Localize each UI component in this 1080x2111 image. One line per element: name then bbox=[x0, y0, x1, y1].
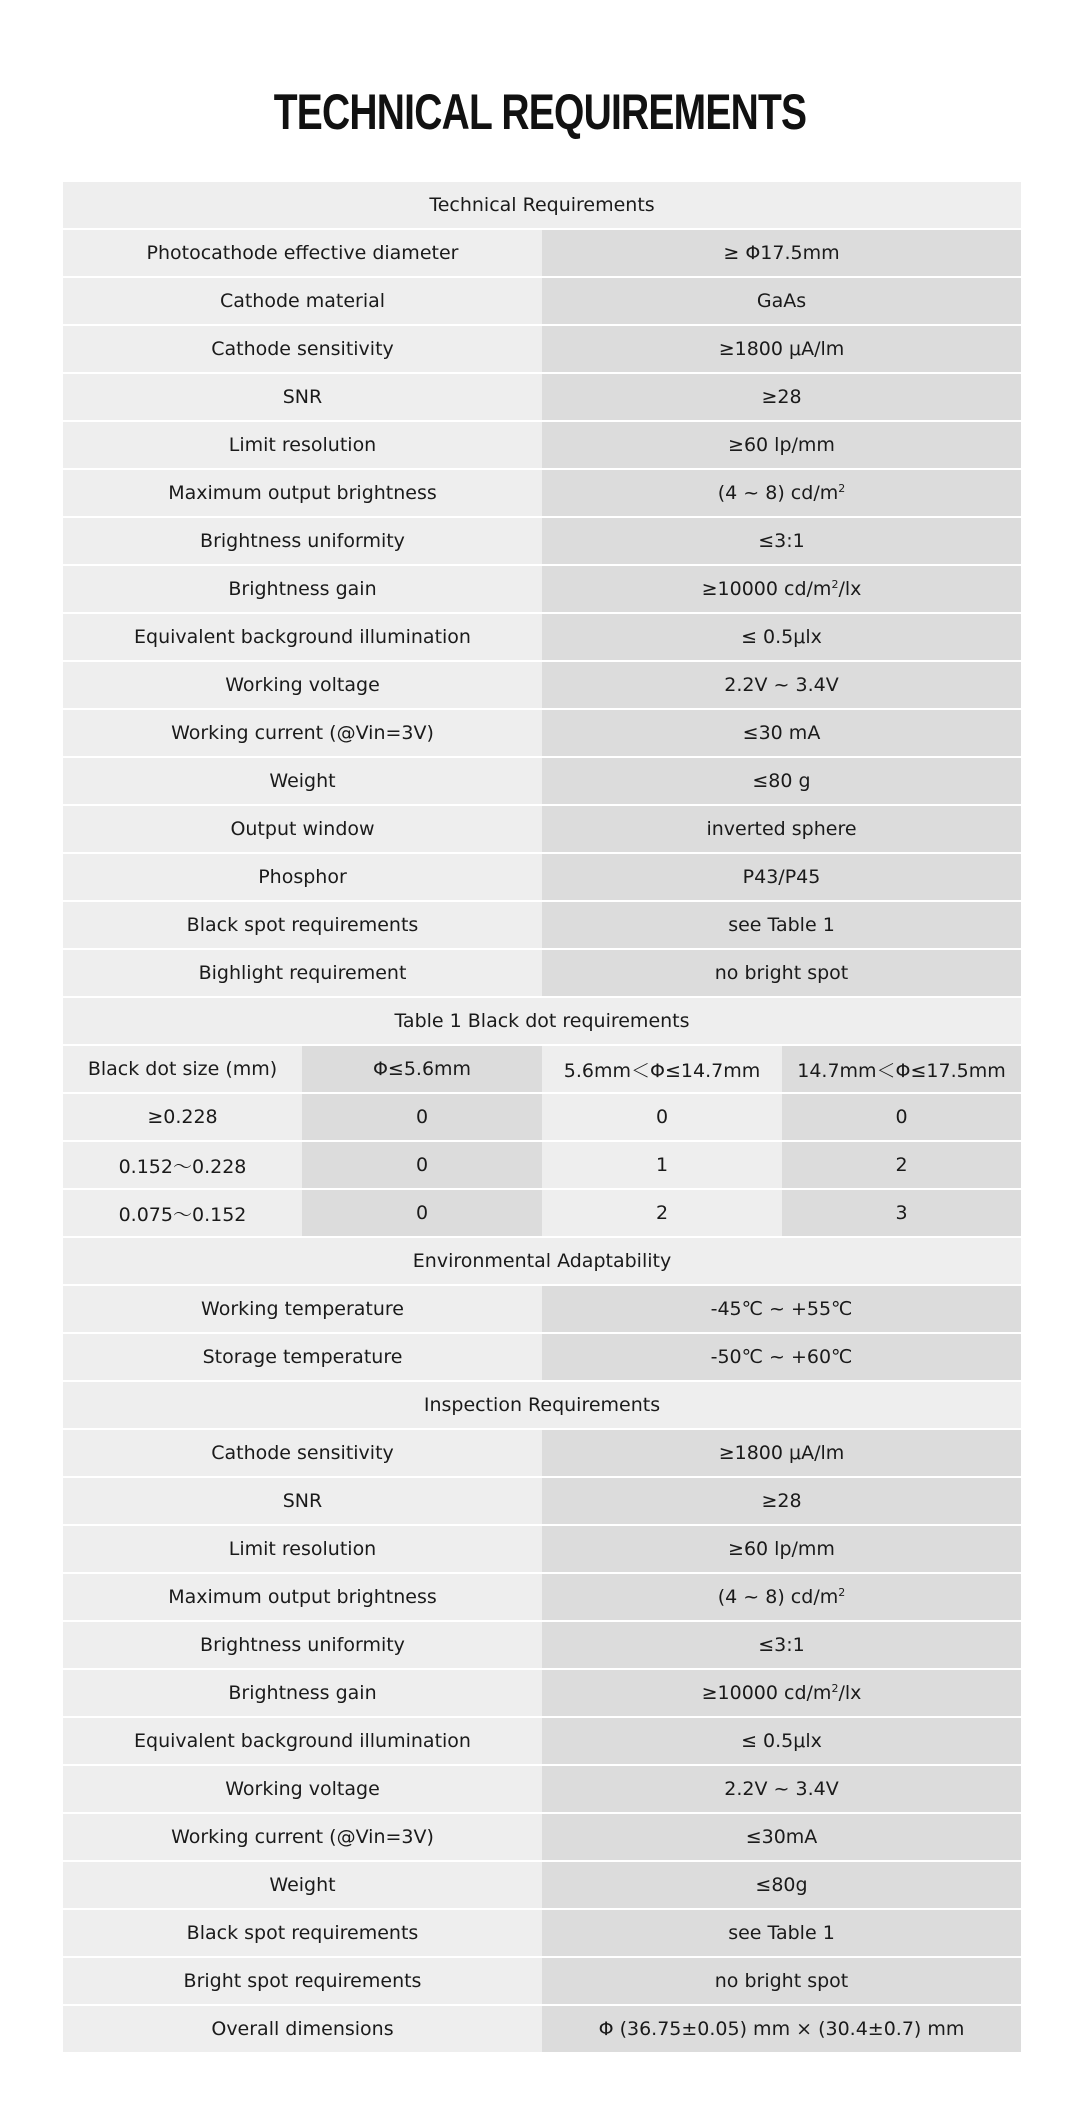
cell-text: Bighlight requirement bbox=[198, 962, 407, 984]
table-row bbox=[63, 1429, 1021, 1477]
cell-text: Working voltage bbox=[225, 1778, 380, 1800]
dot-size-cell: 0.075～0.152 bbox=[63, 1189, 302, 1237]
superscript: 2 bbox=[838, 482, 846, 495]
cell-text: ≥1800 μA/lm bbox=[718, 1442, 845, 1464]
table-row bbox=[63, 709, 1021, 757]
section-heading: Inspection Requirements bbox=[63, 1381, 1021, 1429]
cell-text: Maximum output brightness bbox=[168, 482, 437, 504]
row-label bbox=[63, 613, 542, 661]
cell-text: (4 ~ 8) cd/m bbox=[717, 1586, 839, 1608]
table-row bbox=[63, 517, 1021, 565]
cell-text: Bright spot requirements bbox=[183, 1970, 422, 1992]
table-row bbox=[63, 469, 1021, 517]
row-value bbox=[542, 709, 1021, 757]
row-value bbox=[542, 853, 1021, 901]
cell-text: Maximum output brightness bbox=[168, 1586, 437, 1608]
table-row bbox=[63, 1909, 1021, 1957]
row-value bbox=[542, 325, 1021, 373]
section-heading: Table 1 Black dot requirements bbox=[63, 997, 1021, 1045]
table-row bbox=[63, 1861, 1021, 1909]
table-row bbox=[63, 1621, 1021, 1669]
black-dot-heading-row bbox=[63, 997, 1021, 1045]
cell-text: ≤30mA bbox=[745, 1826, 818, 1848]
row-value bbox=[542, 1573, 1021, 1621]
row-value bbox=[542, 1765, 1021, 1813]
table-row bbox=[63, 1573, 1021, 1621]
dot-size-cell: Black dot size (mm) bbox=[63, 1045, 302, 1093]
black-dot-header-row bbox=[63, 1045, 1021, 1093]
cell-text: Black spot requirements bbox=[186, 914, 419, 936]
spec-table-body bbox=[63, 182, 1021, 2053]
table-row bbox=[63, 661, 1021, 709]
cell-text: Equivalent background illumination bbox=[134, 626, 471, 648]
row-value bbox=[542, 661, 1021, 709]
cell-text: Storage temperature bbox=[202, 1346, 403, 1368]
row-label bbox=[63, 661, 542, 709]
row-value bbox=[542, 1525, 1021, 1573]
row-label bbox=[63, 853, 542, 901]
table-row bbox=[63, 949, 1021, 997]
row-value bbox=[542, 1909, 1021, 1957]
cell-text: Brightness uniformity bbox=[200, 530, 405, 552]
dot-count-cell: 0 bbox=[302, 1093, 542, 1141]
inspection-heading-row bbox=[63, 1381, 1021, 1429]
row-label bbox=[63, 1477, 542, 1525]
row-label bbox=[63, 709, 542, 757]
row-label bbox=[63, 1573, 542, 1621]
cell-text: ≥ Φ17.5mm bbox=[723, 242, 840, 264]
cell-text: Equivalent background illumination bbox=[134, 1730, 471, 1752]
superscript: 2 bbox=[831, 1682, 839, 1695]
superscript: 2 bbox=[838, 1586, 846, 1599]
table-row bbox=[63, 421, 1021, 469]
cell-text-suffix: /lx bbox=[838, 1682, 862, 1704]
row-label bbox=[63, 1621, 542, 1669]
table-row bbox=[63, 1285, 1021, 1333]
row-label bbox=[63, 517, 542, 565]
cell-text: ≥60 lp/mm bbox=[728, 434, 835, 456]
dot-size-cell: 0.152～0.228 bbox=[63, 1141, 302, 1189]
cell-text: ≤30 mA bbox=[742, 722, 821, 744]
dot-count-cell: 2 bbox=[542, 1189, 782, 1237]
cell-text: ≤3:1 bbox=[758, 1634, 805, 1656]
cell-text: Limit resolution bbox=[228, 1538, 377, 1560]
row-value bbox=[542, 517, 1021, 565]
row-value bbox=[542, 565, 1021, 613]
row-value bbox=[542, 757, 1021, 805]
cell-text: -45℃ ~ +55℃ bbox=[710, 1298, 853, 1320]
row-label bbox=[63, 1525, 542, 1573]
row-value bbox=[542, 1717, 1021, 1765]
cell-text: Working temperature bbox=[201, 1298, 404, 1320]
cell-text: Weight bbox=[269, 1874, 336, 1896]
black-dot-row bbox=[63, 1093, 1021, 1141]
dot-count-cell: 3 bbox=[782, 1189, 1021, 1237]
row-label bbox=[63, 1717, 542, 1765]
cell-text: see Table 1 bbox=[728, 914, 835, 936]
cell-text: Photocathode effective diameter bbox=[146, 242, 459, 264]
dot-count-cell: 1 bbox=[542, 1141, 782, 1189]
table-row bbox=[63, 373, 1021, 421]
cell-text: Working current (@Vin=3V) bbox=[171, 1826, 434, 1848]
cell-text: GaAs bbox=[756, 290, 807, 312]
row-label bbox=[63, 805, 542, 853]
dot-count-cell: 5.6mm＜Φ≤14.7mm bbox=[542, 1045, 782, 1093]
row-label bbox=[63, 469, 542, 517]
cell-text: inverted sphere bbox=[706, 818, 857, 840]
cell-text: -50℃ ~ +60℃ bbox=[710, 1346, 853, 1368]
row-value bbox=[542, 277, 1021, 325]
cell-text: Brightness gain bbox=[228, 578, 377, 600]
table-row bbox=[63, 805, 1021, 853]
cell-text: Φ (36.75±0.05) mm × (30.4±0.7) mm bbox=[598, 2018, 965, 2040]
row-label bbox=[63, 1333, 542, 1381]
row-label bbox=[63, 757, 542, 805]
table-row bbox=[63, 277, 1021, 325]
cell-text: see Table 1 bbox=[728, 1922, 835, 1944]
row-label bbox=[63, 1861, 542, 1909]
cell-text: (4 ~ 8) cd/m bbox=[717, 482, 839, 504]
cell-text: Cathode sensitivity bbox=[211, 338, 394, 360]
row-label bbox=[63, 1813, 542, 1861]
section-heading: Technical Requirements bbox=[63, 182, 1021, 229]
table-row bbox=[63, 325, 1021, 373]
row-value bbox=[542, 229, 1021, 277]
cell-text: ≤80 g bbox=[752, 770, 811, 792]
cell-text: ≥60 lp/mm bbox=[728, 1538, 835, 1560]
table-row bbox=[63, 1957, 1021, 2005]
row-value bbox=[542, 1285, 1021, 1333]
row-label bbox=[63, 1285, 542, 1333]
row-label bbox=[63, 1669, 542, 1717]
dot-count-cell: 2 bbox=[782, 1141, 1021, 1189]
cell-text: no bright spot bbox=[714, 962, 849, 984]
cell-text: SNR bbox=[282, 386, 323, 408]
cell-text: Working current (@Vin=3V) bbox=[171, 722, 434, 744]
cell-text: SNR bbox=[282, 1490, 323, 1512]
black-dot-row bbox=[63, 1141, 1021, 1189]
row-value bbox=[542, 1813, 1021, 1861]
row-label bbox=[63, 1957, 542, 2005]
cell-text: Brightness gain bbox=[228, 1682, 377, 1704]
table-row bbox=[63, 613, 1021, 661]
cell-text: Brightness uniformity bbox=[200, 1634, 405, 1656]
row-label bbox=[63, 1909, 542, 1957]
row-label bbox=[63, 229, 542, 277]
row-label bbox=[63, 421, 542, 469]
dot-count-cell: 0 bbox=[782, 1093, 1021, 1141]
cell-text: Cathode sensitivity bbox=[211, 1442, 394, 1464]
row-label bbox=[63, 2005, 542, 2053]
cell-text: Output window bbox=[230, 818, 375, 840]
dot-size-cell: ≥0.228 bbox=[63, 1093, 302, 1141]
cell-text: ≤ 0.5μlx bbox=[741, 626, 822, 648]
cell-text: ≥10000 cd/m bbox=[701, 578, 832, 600]
cell-text: 2.2V ~ 3.4V bbox=[724, 674, 839, 696]
row-label bbox=[63, 565, 542, 613]
table-row bbox=[63, 1669, 1021, 1717]
row-value bbox=[542, 1861, 1021, 1909]
table-row bbox=[63, 2005, 1021, 2053]
cell-text: 2.2V ~ 3.4V bbox=[724, 1778, 839, 1800]
table-row bbox=[63, 1333, 1021, 1381]
row-value bbox=[542, 1957, 1021, 2005]
row-value bbox=[542, 1621, 1021, 1669]
row-label bbox=[63, 373, 542, 421]
row-value bbox=[542, 1669, 1021, 1717]
row-label bbox=[63, 277, 542, 325]
row-value bbox=[542, 373, 1021, 421]
row-value bbox=[542, 613, 1021, 661]
table-row bbox=[63, 853, 1021, 901]
row-value bbox=[542, 805, 1021, 853]
dot-count-cell: 0 bbox=[302, 1141, 542, 1189]
cell-text: ≤80g bbox=[755, 1874, 808, 1896]
dot-count-cell: 0 bbox=[542, 1093, 782, 1141]
cell-text: ≤3:1 bbox=[758, 530, 805, 552]
table-row bbox=[63, 757, 1021, 805]
row-value bbox=[542, 949, 1021, 997]
cell-text: Black spot requirements bbox=[186, 1922, 419, 1944]
row-label bbox=[63, 1429, 542, 1477]
cell-text: Limit resolution bbox=[228, 434, 377, 456]
row-value bbox=[542, 1333, 1021, 1381]
cell-text: no bright spot bbox=[714, 1970, 849, 1992]
cell-text: Overall dimensions bbox=[211, 2018, 394, 2040]
environment-heading-row bbox=[63, 1237, 1021, 1285]
cell-text: Working voltage bbox=[225, 674, 380, 696]
superscript: 2 bbox=[831, 578, 839, 591]
row-value bbox=[542, 901, 1021, 949]
cell-text: Cathode material bbox=[219, 290, 386, 312]
cell-text: Weight bbox=[269, 770, 336, 792]
row-value bbox=[542, 1477, 1021, 1525]
cell-text: P43/P45 bbox=[742, 866, 821, 888]
cell-text: ≥28 bbox=[761, 386, 802, 408]
row-value bbox=[542, 1429, 1021, 1477]
cell-text-suffix: /lx bbox=[838, 578, 862, 600]
table-row bbox=[63, 1717, 1021, 1765]
table-row bbox=[63, 229, 1021, 277]
cell-text: ≥10000 cd/m bbox=[701, 1682, 832, 1704]
dot-count-cell: 14.7mm＜Φ≤17.5mm bbox=[782, 1045, 1021, 1093]
cell-text: ≤ 0.5μlx bbox=[741, 1730, 822, 1752]
row-label bbox=[63, 949, 542, 997]
cell-text: ≥1800 μA/lm bbox=[718, 338, 845, 360]
row-label bbox=[63, 325, 542, 373]
page-title: TECHNICAL REQUIREMENTS bbox=[273, 83, 807, 140]
dot-count-cell: 0 bbox=[302, 1189, 542, 1237]
row-label bbox=[63, 1765, 542, 1813]
table-row bbox=[63, 1477, 1021, 1525]
row-label bbox=[63, 901, 542, 949]
section-heading: Environmental Adaptability bbox=[63, 1237, 1021, 1285]
cell-text: Phosphor bbox=[258, 866, 347, 888]
table-row bbox=[63, 901, 1021, 949]
spec-table bbox=[63, 182, 1021, 2054]
row-value bbox=[542, 2005, 1021, 2053]
row-value bbox=[542, 469, 1021, 517]
table-row bbox=[63, 1525, 1021, 1573]
dot-count-cell: Φ≤5.6mm bbox=[302, 1045, 542, 1093]
table-row bbox=[63, 1813, 1021, 1861]
table-row bbox=[63, 1765, 1021, 1813]
table-row bbox=[63, 565, 1021, 613]
technical-heading-row bbox=[63, 182, 1021, 229]
cell-text: ≥28 bbox=[761, 1490, 802, 1512]
row-value bbox=[542, 421, 1021, 469]
black-dot-row bbox=[63, 1189, 1021, 1237]
